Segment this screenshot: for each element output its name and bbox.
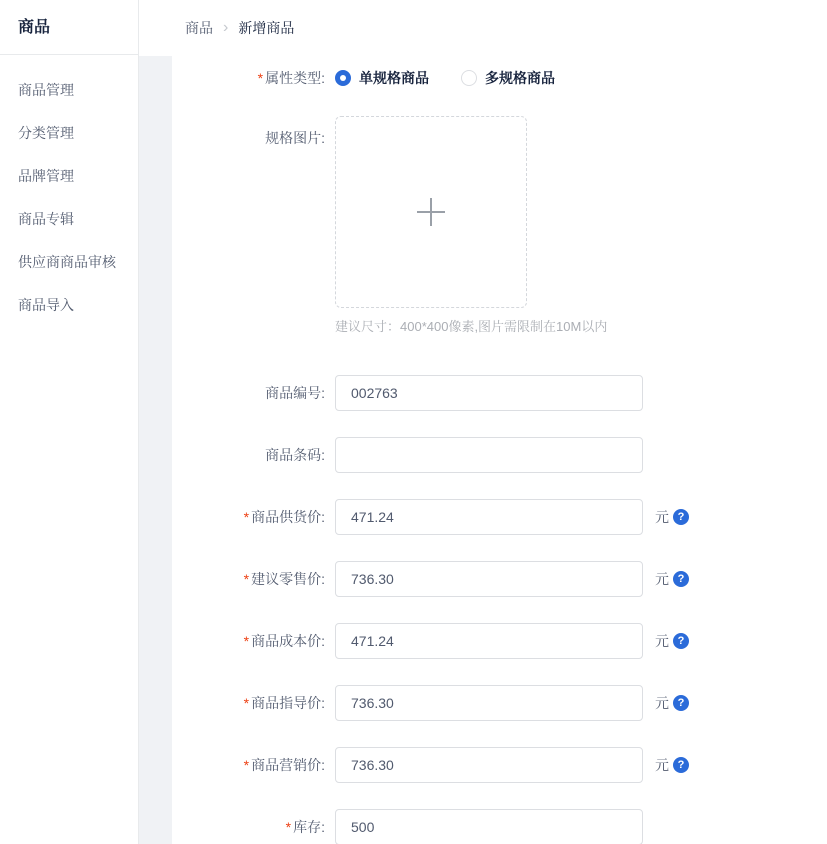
radio-dot: [340, 75, 346, 81]
spec-image-label: 规格图片:: [265, 130, 325, 146]
breadcrumb: [185, 18, 294, 38]
supply-price-input[interactable]: [335, 499, 643, 535]
supply-price-row: [172, 499, 827, 535]
radio-single-spec[interactable]: [335, 68, 429, 88]
supply-price-label: [172, 507, 325, 527]
required-marker: *: [243, 633, 250, 649]
guide-price-input[interactable]: [335, 685, 643, 721]
attribute-type-row: [172, 68, 827, 88]
product-number-row: [172, 375, 827, 411]
chevron-right-icon: ›: [223, 19, 229, 36]
marketing-price-row: [172, 747, 827, 783]
content-card: [172, 56, 827, 844]
required-marker: *: [243, 571, 250, 587]
stock-row: [172, 809, 827, 844]
sidebar-item-brand-manage[interactable]: 品牌管理: [18, 168, 74, 184]
radio-single-spec-label[interactable]: 单规格商品: [359, 70, 429, 86]
sidebar-item-product-manage[interactable]: 商品管理: [18, 82, 74, 98]
new-product-form: [172, 56, 827, 844]
product-barcode-row: [172, 437, 827, 473]
spec-image-upload-col: [335, 116, 607, 335]
yuan-unit-label: 元: [655, 757, 669, 773]
sidebar-title: 商品: [0, 0, 138, 55]
radio-multi-spec[interactable]: [461, 68, 555, 88]
sidebar-menu: [0, 55, 138, 327]
sidebar-item-product-import[interactable]: 商品导入: [18, 297, 74, 313]
topbar: [139, 0, 827, 56]
yuan-unit-label: 元: [655, 633, 669, 649]
product-number-label: 商品编号:: [265, 385, 325, 401]
radio-selected-icon[interactable]: [335, 70, 351, 86]
guide-price-label: [172, 693, 325, 713]
question-help-icon[interactable]: ?: [673, 571, 689, 587]
guide-price-label-text: 商品指导价:: [251, 695, 325, 711]
required-marker: *: [243, 695, 250, 711]
stock-label: [172, 817, 325, 837]
sidebar-item-supplier-audit[interactable]: 供应商商品审核: [18, 254, 116, 270]
radio-unselected-icon[interactable]: [461, 70, 477, 86]
main-area: [139, 0, 827, 844]
supply-price-label-text: 商品供货价:: [251, 509, 325, 525]
plus-icon: [417, 198, 445, 226]
product-barcode-label: 商品条码:: [265, 447, 325, 463]
yuan-unit-label: 元: [655, 695, 669, 711]
sidebar: [0, 0, 139, 844]
stock-input[interactable]: [335, 809, 643, 844]
breadcrumb-item-product[interactable]: 商品: [185, 20, 213, 36]
stock-label-text: 库存:: [293, 819, 325, 835]
yuan-unit-label: 元: [655, 509, 669, 525]
cost-price-label: [172, 631, 325, 651]
required-marker: *: [285, 819, 292, 835]
sidebar-item-product-album[interactable]: 商品专辑: [18, 211, 74, 227]
question-help-icon[interactable]: ?: [673, 633, 689, 649]
question-help-icon[interactable]: ?: [673, 509, 689, 525]
breadcrumb-item-new-product: 新增商品: [238, 20, 295, 36]
product-number-input[interactable]: [335, 375, 643, 411]
product-barcode-input[interactable]: [335, 437, 643, 473]
required-marker: *: [243, 757, 250, 773]
required-marker: *: [257, 70, 264, 86]
cost-price-label-text: 商品成本价:: [251, 633, 325, 649]
required-marker: *: [243, 509, 250, 525]
cost-price-input[interactable]: [335, 623, 643, 659]
marketing-price-input[interactable]: [335, 747, 643, 783]
marketing-price-label-text: 商品营销价:: [251, 757, 325, 773]
question-help-icon[interactable]: ?: [673, 695, 689, 711]
cost-price-row: [172, 623, 827, 659]
image-upload-button[interactable]: [335, 116, 527, 308]
retail-price-input[interactable]: [335, 561, 643, 597]
marketing-price-label: [172, 755, 325, 775]
spec-image-row: [172, 116, 827, 335]
yuan-unit-label: 元: [655, 571, 669, 587]
sidebar-item-category-manage[interactable]: 分类管理: [18, 125, 74, 141]
guide-price-row: [172, 685, 827, 721]
question-help-icon[interactable]: ?: [673, 757, 689, 773]
retail-price-label-text: 建议零售价:: [251, 571, 325, 587]
attribute-type-label: [172, 68, 325, 88]
attribute-type-label-text: 属性类型:: [265, 70, 325, 86]
retail-price-row: [172, 561, 827, 597]
radio-multi-spec-label[interactable]: 多规格商品: [485, 70, 555, 86]
retail-price-label: [172, 569, 325, 589]
image-upload-hint: 建议尺寸：400*400像素,图片需限制在10M以内: [335, 319, 608, 334]
